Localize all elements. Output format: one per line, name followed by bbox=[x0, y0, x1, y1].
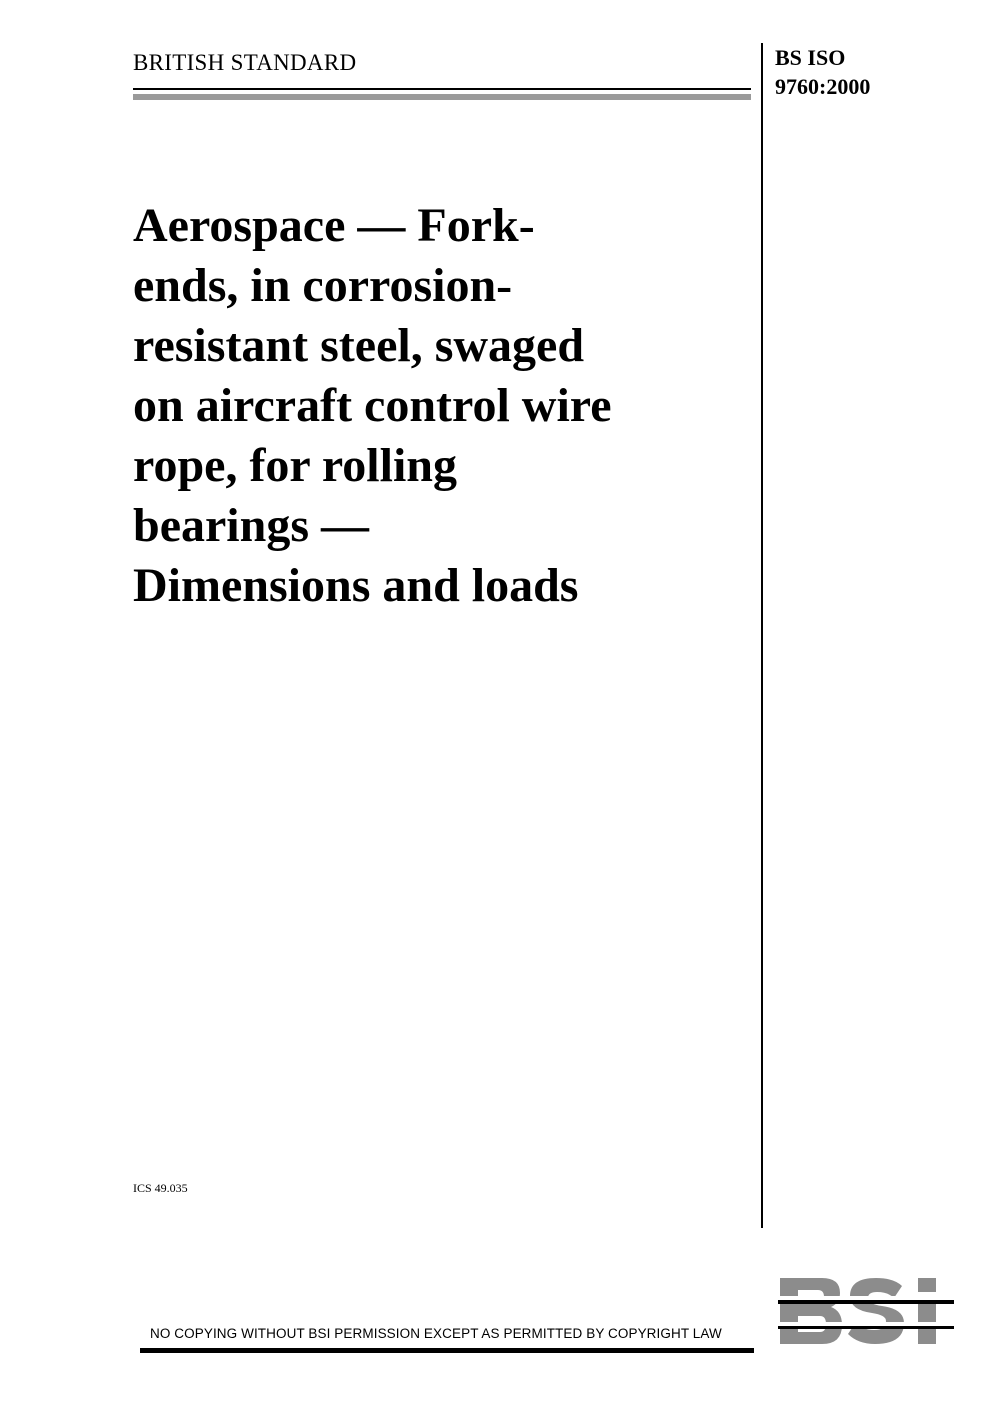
vertical-divider bbox=[761, 43, 763, 1228]
footer-rule bbox=[140, 1348, 754, 1353]
copyright-notice: NO COPYING WITHOUT BSI PERMISSION EXCEPT AS PERMITTED BY COPYRIGHT LAW bbox=[150, 1326, 722, 1341]
series-label: BRITISH STANDARD bbox=[133, 50, 357, 75]
ics-code: ICS 49.035 bbox=[133, 1181, 188, 1195]
header-rule-black bbox=[133, 88, 751, 90]
bsi-logo bbox=[778, 1276, 956, 1346]
header-rule-grey bbox=[133, 94, 751, 100]
document-number: BS ISO 9760:2000 bbox=[775, 45, 871, 99]
document-title: Aerospace — Fork- ends, in corrosion- resistant steel, swaged on aircraft control wire rope, for rolling bearings — Dimensions and loads bbox=[133, 199, 612, 612]
